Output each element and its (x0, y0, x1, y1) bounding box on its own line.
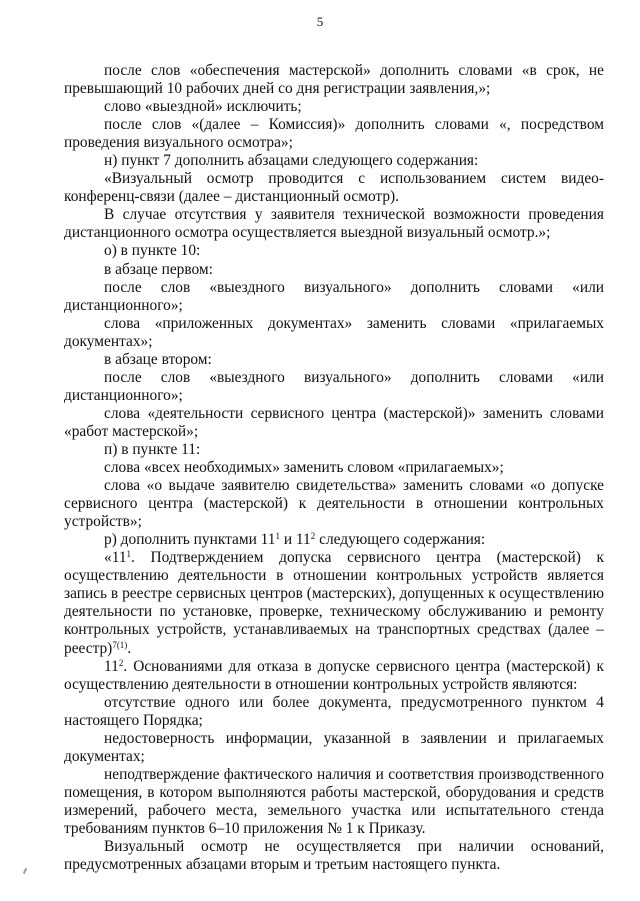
text-run: и 11 (280, 531, 311, 549)
paragraph: В случае отсутствия у заявителя технической возможности проведения дистанционного осмотра осуществляется выездной визуальный осмотр.»; (64, 206, 604, 242)
text-run: . Основаниями для отказа в допуске сервисного центра (мастерской) к осуществлению деятельности в отношении контрольных устройств являются: (64, 657, 604, 693)
superscript: 2 (310, 531, 316, 542)
paragraph: после слов «обеспечения мастерской» дополнить словами «в срок, не превышающий 10 рабочих дней со дня регистрации заявления,»; (64, 62, 604, 98)
paragraph (64, 531, 604, 549)
paragraph: слова «приложенных документах» заменить словами «прилагаемых документах»; (64, 314, 604, 350)
paragraph: после слов «(далее – Комиссия)» дополнить словами «, посредством проведения визуального осмотра»; (64, 116, 604, 152)
paragraph: отсутствие одного или более документа, предусмотренного пунктом 4 настоящего Порядка; (64, 693, 604, 729)
text-run: . Подтверждением допуска сервисного центра (мастерской) к осуществлению деятельности в отношении контрольных устройств является запись в реестре сервисных центров (мастерских), допущенных к осуществлению деятельности по установке, проверке, техническому обслуживанию и ремонту контрольных устройств, устанавливаемых на транспортных средствах (далее – реестр) (64, 549, 604, 657)
paragraph: после слов «выездного визуального» дополнить словами «или дистанционного»; (64, 368, 604, 404)
paragraph: после слов «выездного визуального» дополнить словами «или дистанционного»; (64, 278, 604, 314)
paragraph: слова «о выдаче заявителю свидетельства» заменить словами «о допуске сервисного центра (мастерской) к деятельности в отношении контрольных устройств»; (64, 477, 604, 531)
paragraph: «Визуальный осмотр проводится с использованием систем видео-конференц-связи (далее – дистанционный осмотр). (64, 170, 604, 206)
scan-speck (23, 868, 27, 874)
text-run: р) дополнить пунктами 11 (104, 531, 276, 549)
paragraph: Визуальный осмотр не осуществляется при наличии оснований, предусмотренных абзацами вторым и третьим настоящего пункта. (64, 838, 604, 874)
paragraph: в абзаце первом: (104, 260, 213, 278)
paragraph: в абзаце втором: (104, 350, 212, 368)
paragraph: слова «всех необходимых» заменить словом «прилагаемых»; (104, 459, 504, 477)
text-run: . (127, 639, 132, 657)
superscript: 1 (275, 531, 280, 542)
page-number: 5 (316, 14, 324, 29)
paragraph (64, 549, 604, 657)
paragraph: неподтверждение фактического наличия и соответствия производственного помещения, в котором выполняются работы мастерской, оборудования и средств измерений, рабочего места, земельного участка или испытательного стенда требованиям пунктов 6–10 приложения № 1 к Приказу. (64, 765, 604, 837)
footnote-ref: 7(1) (112, 639, 128, 650)
paragraph: недостоверность информации, указанной в заявлении и прилагаемых документах; (64, 729, 604, 765)
paragraph: н) пункт 7 дополнить абзацами следующего содержания: (104, 152, 479, 170)
paragraph: слова «деятельности сервисного центра (мастерской)» заменить словами «работ мастерской»; (64, 404, 604, 440)
text-run: «11 (104, 549, 127, 567)
text-run: следующего содержания: (315, 531, 486, 549)
superscript: 1 (126, 549, 132, 560)
paragraph: о) в пункте 10: (104, 242, 201, 260)
paragraph: п) в пункте 11: (104, 440, 201, 458)
document-body (64, 62, 604, 874)
paragraph (64, 658, 604, 694)
superscript: 2 (118, 657, 124, 668)
paragraph: слово «выездной» исключить; (104, 98, 302, 116)
text-run: 11 (104, 657, 119, 675)
